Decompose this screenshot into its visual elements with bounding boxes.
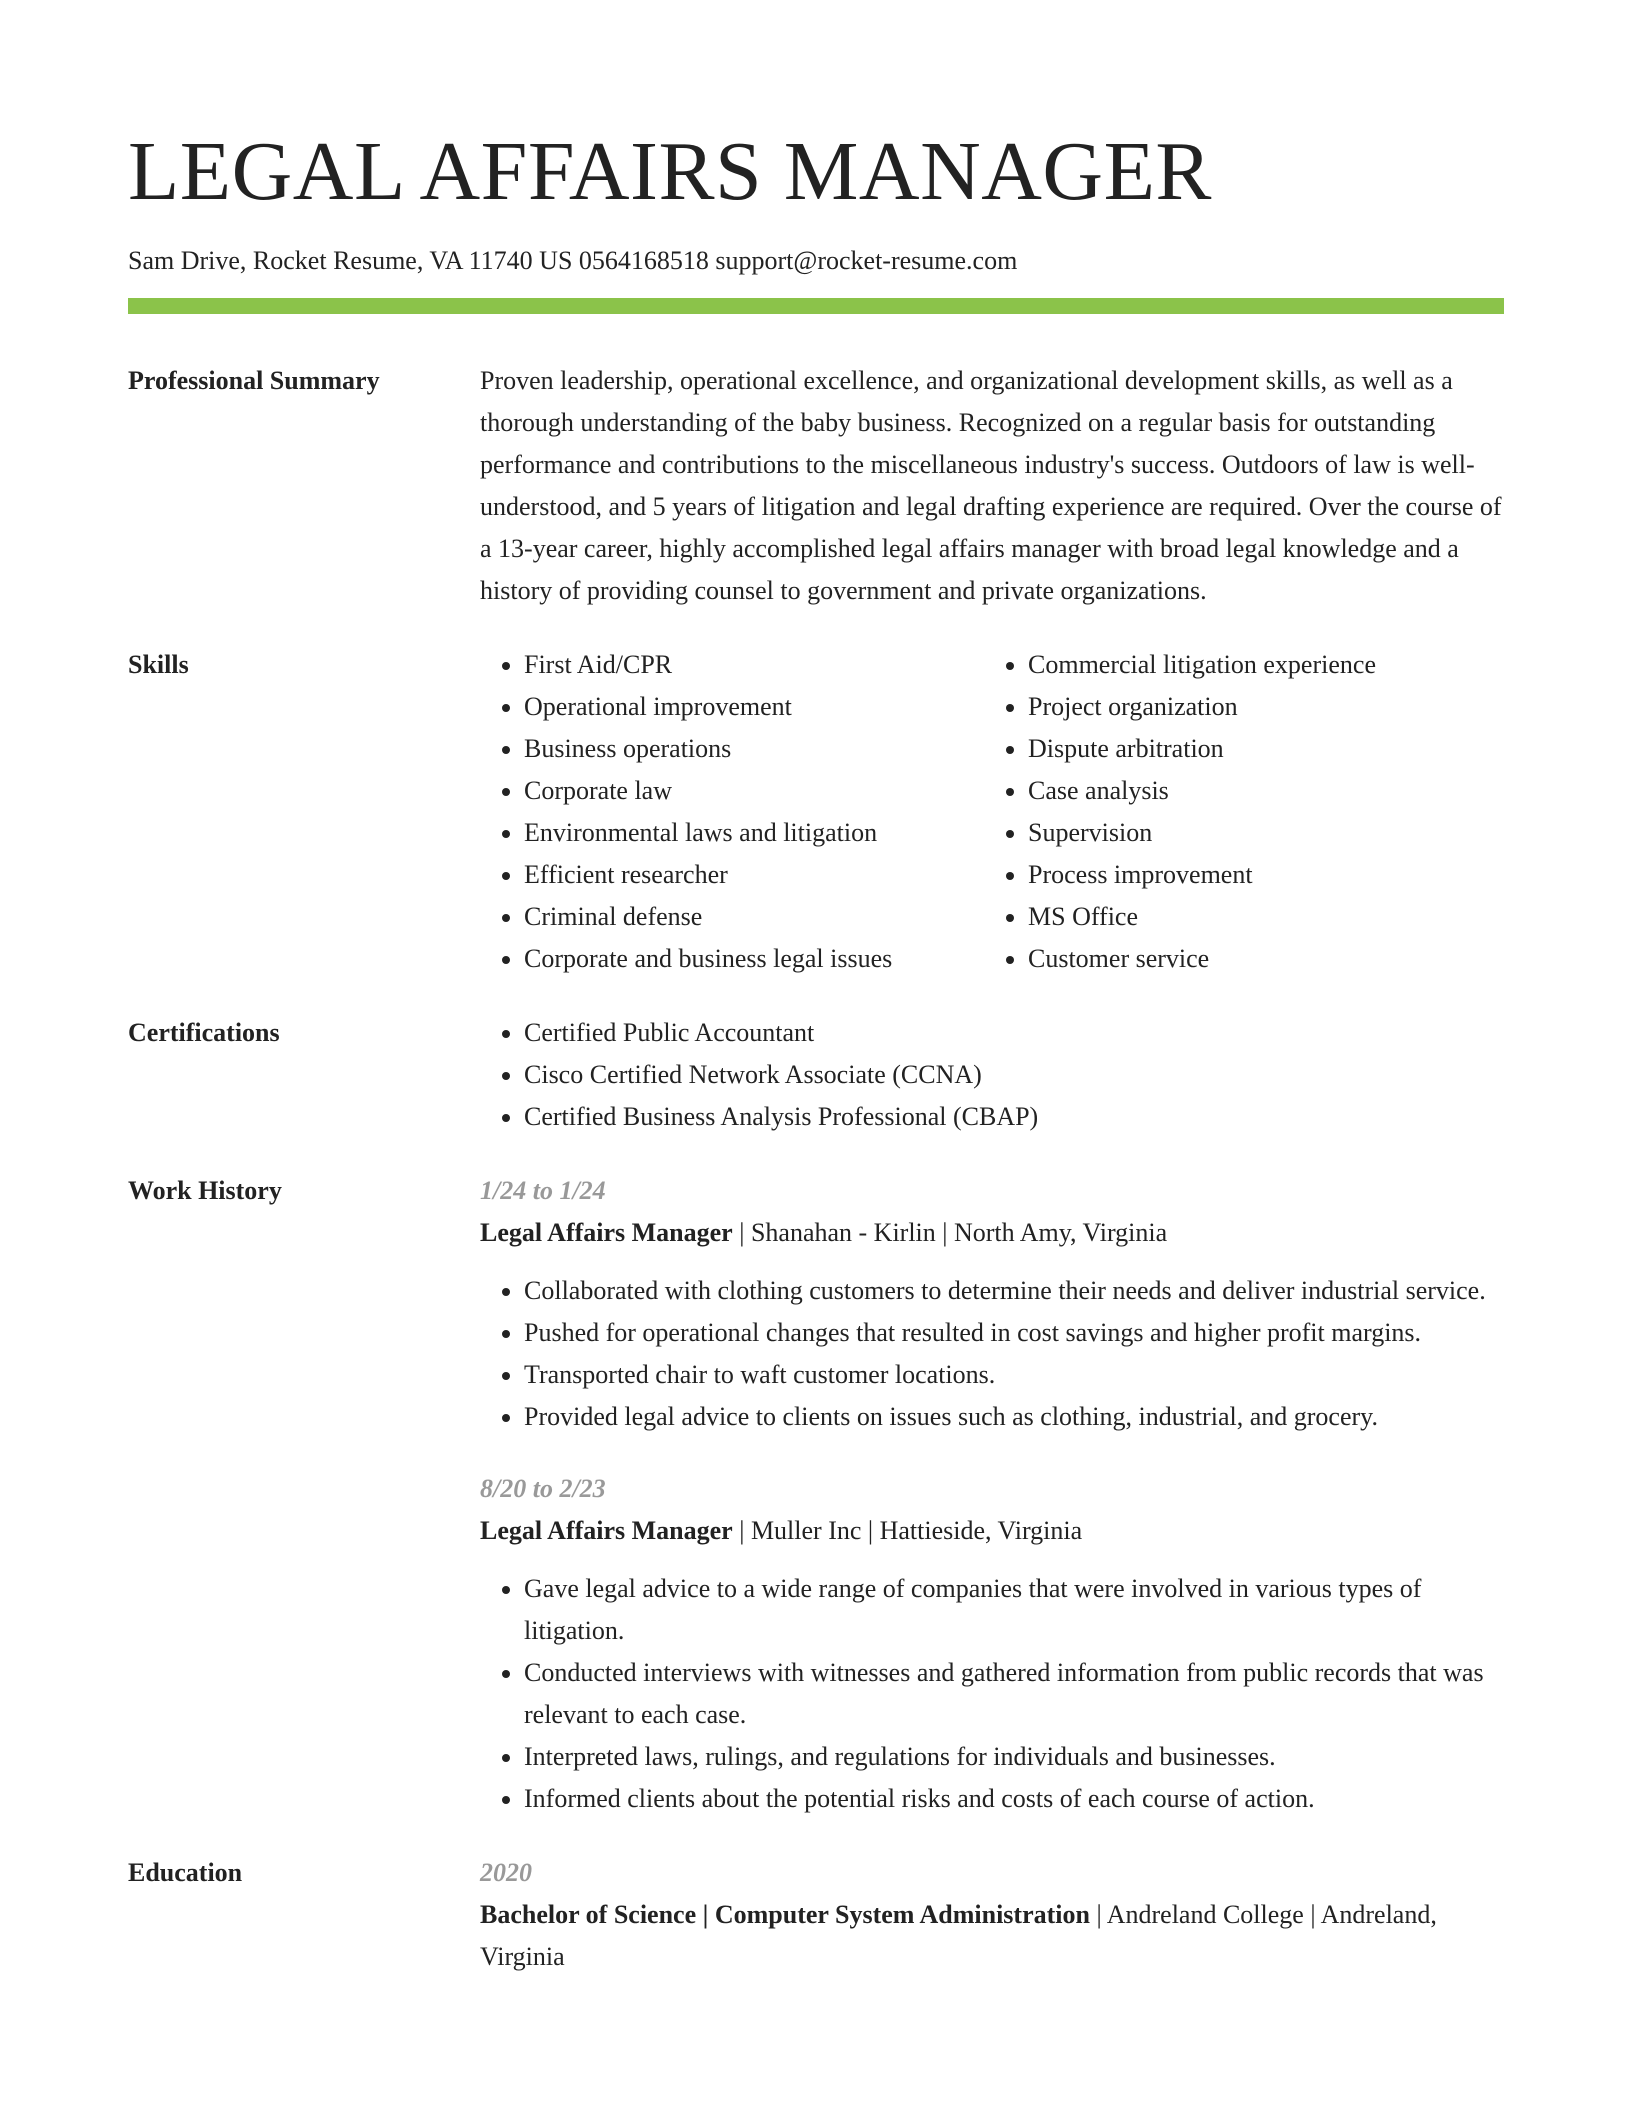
job-entry — [480, 1468, 1504, 1820]
skill-item: • Corporate and business legal issues — [524, 938, 984, 980]
certification-item: • Cisco Certified Network Associate (CCNA) — [524, 1054, 1504, 1096]
certification-item: • Certified Business Analysis Professional (CBAP) — [524, 1096, 1504, 1138]
skill-item: • Process improvement — [1028, 854, 1376, 896]
skill-item: • Dispute arbitration — [1028, 728, 1376, 770]
section-title-work-history: Work History — [128, 1176, 282, 1205]
job-employer-location: | Muller Inc | Hattieside, Virginia — [732, 1516, 1083, 1545]
accent-divider — [128, 298, 1504, 314]
certifications-section — [128, 1012, 1504, 1138]
job-bullet: • Conducted interviews with witnesses and gathered information from public records that was relevant to each case. — [524, 1652, 1504, 1736]
education-line — [480, 1894, 1504, 1978]
section-title-education: Education — [128, 1858, 243, 1887]
skill-item: • Efficient researcher — [524, 854, 984, 896]
skills-section — [128, 644, 1504, 980]
certification-item: • Certified Public Accountant — [524, 1012, 1504, 1054]
job-bullet: • Provided legal advice to clients on issues such as clothing, industrial, and grocery. — [524, 1396, 1504, 1438]
section-title-certifications: Certifications — [128, 1018, 280, 1047]
education-section — [128, 1852, 1504, 1978]
skill-item: • Commercial litigation experience — [1028, 644, 1376, 686]
skill-item: • Business operations — [524, 728, 984, 770]
job-bullet: • Pushed for operational changes that resulted in cost savings and higher profit margins. — [524, 1312, 1504, 1354]
job-dates: 1/24 to 1/24 — [480, 1176, 606, 1205]
skill-item: • Criminal defense — [524, 896, 984, 938]
job-title: Legal Affairs Manager — [480, 1516, 733, 1545]
skill-item: • MS Office — [1028, 896, 1376, 938]
skill-item: • Project organization — [1028, 686, 1376, 728]
skill-item: • Case analysis — [1028, 770, 1376, 812]
work-history-body — [480, 1170, 1504, 1820]
job-title: Legal Affairs Manager — [480, 1218, 733, 1247]
summary-section — [128, 360, 1504, 612]
education-degree: Bachelor of Science | Computer System Administration — [480, 1900, 1090, 1929]
skill-item: • Environmental laws and litigation — [524, 812, 984, 854]
section-title-skills: Skills — [128, 650, 189, 679]
skill-item: • Customer service — [1028, 938, 1376, 980]
job-bullet: • Interpreted laws, rulings, and regulations for individuals and businesses. — [524, 1736, 1504, 1778]
job-role-line — [480, 1212, 1504, 1254]
skill-item: • Operational improvement — [524, 686, 984, 728]
education-body — [480, 1852, 1504, 1978]
skill-item: • Supervision — [1028, 812, 1376, 854]
skills-list-right — [984, 644, 1376, 980]
summary-text: Proven leadership, operational excellence, and organizational development skills, as well as a thorough understanding of the baby business. Recognized on a regular basis for outstanding performance and contributions to the miscellaneous industry's success. Outdoors of law is well-understood, and 5 years of litigation and legal drafting experience are required. Over the course of a 13-year career, highly accomplished legal affairs manager with broad legal knowledge and a history of providing counsel to government and private organizations. — [480, 366, 1502, 605]
job-dates: 8/20 to 2/23 — [480, 1474, 606, 1503]
job-bullets — [480, 1568, 1504, 1820]
job-bullet: • Gave legal advice to a wide range of companies that were involved in various types of litigation. — [524, 1568, 1504, 1652]
education-school-location: | Andreland College | Andreland, Virginia — [480, 1900, 1437, 1971]
job-bullet: • Collaborated with clothing customers to determine their needs and deliver industrial service. — [524, 1270, 1504, 1312]
skill-item: • First Aid/CPR — [524, 644, 984, 686]
resume-title: LEGAL AFFAIRS MANAGER — [128, 125, 1212, 218]
summary-body — [480, 360, 1504, 612]
job-bullet: • Transported chair to waft customer locations. — [524, 1354, 1504, 1396]
skills-list-left — [480, 644, 984, 980]
job-employer-location: | Shanahan - Kirlin | North Amy, Virginia — [732, 1218, 1168, 1247]
job-role-line — [480, 1510, 1504, 1552]
certifications-body — [480, 1012, 1504, 1138]
job-bullet: • Informed clients about the potential risks and costs of each course of action. — [524, 1778, 1504, 1820]
skill-item: • Corporate law — [524, 770, 984, 812]
section-title-summary: Professional Summary — [128, 366, 380, 395]
skills-grid — [480, 644, 1504, 980]
certifications-list — [480, 1012, 1504, 1138]
contact-info: Sam Drive, Rocket Resume, VA 11740 US 0564168518 support@rocket-resume.com — [128, 246, 1018, 275]
resume-page — [128, 0, 1504, 1978]
work-history-section — [128, 1170, 1504, 1820]
job-bullets — [480, 1270, 1504, 1438]
education-year: 2020 — [480, 1858, 532, 1887]
job-entry — [480, 1170, 1504, 1438]
